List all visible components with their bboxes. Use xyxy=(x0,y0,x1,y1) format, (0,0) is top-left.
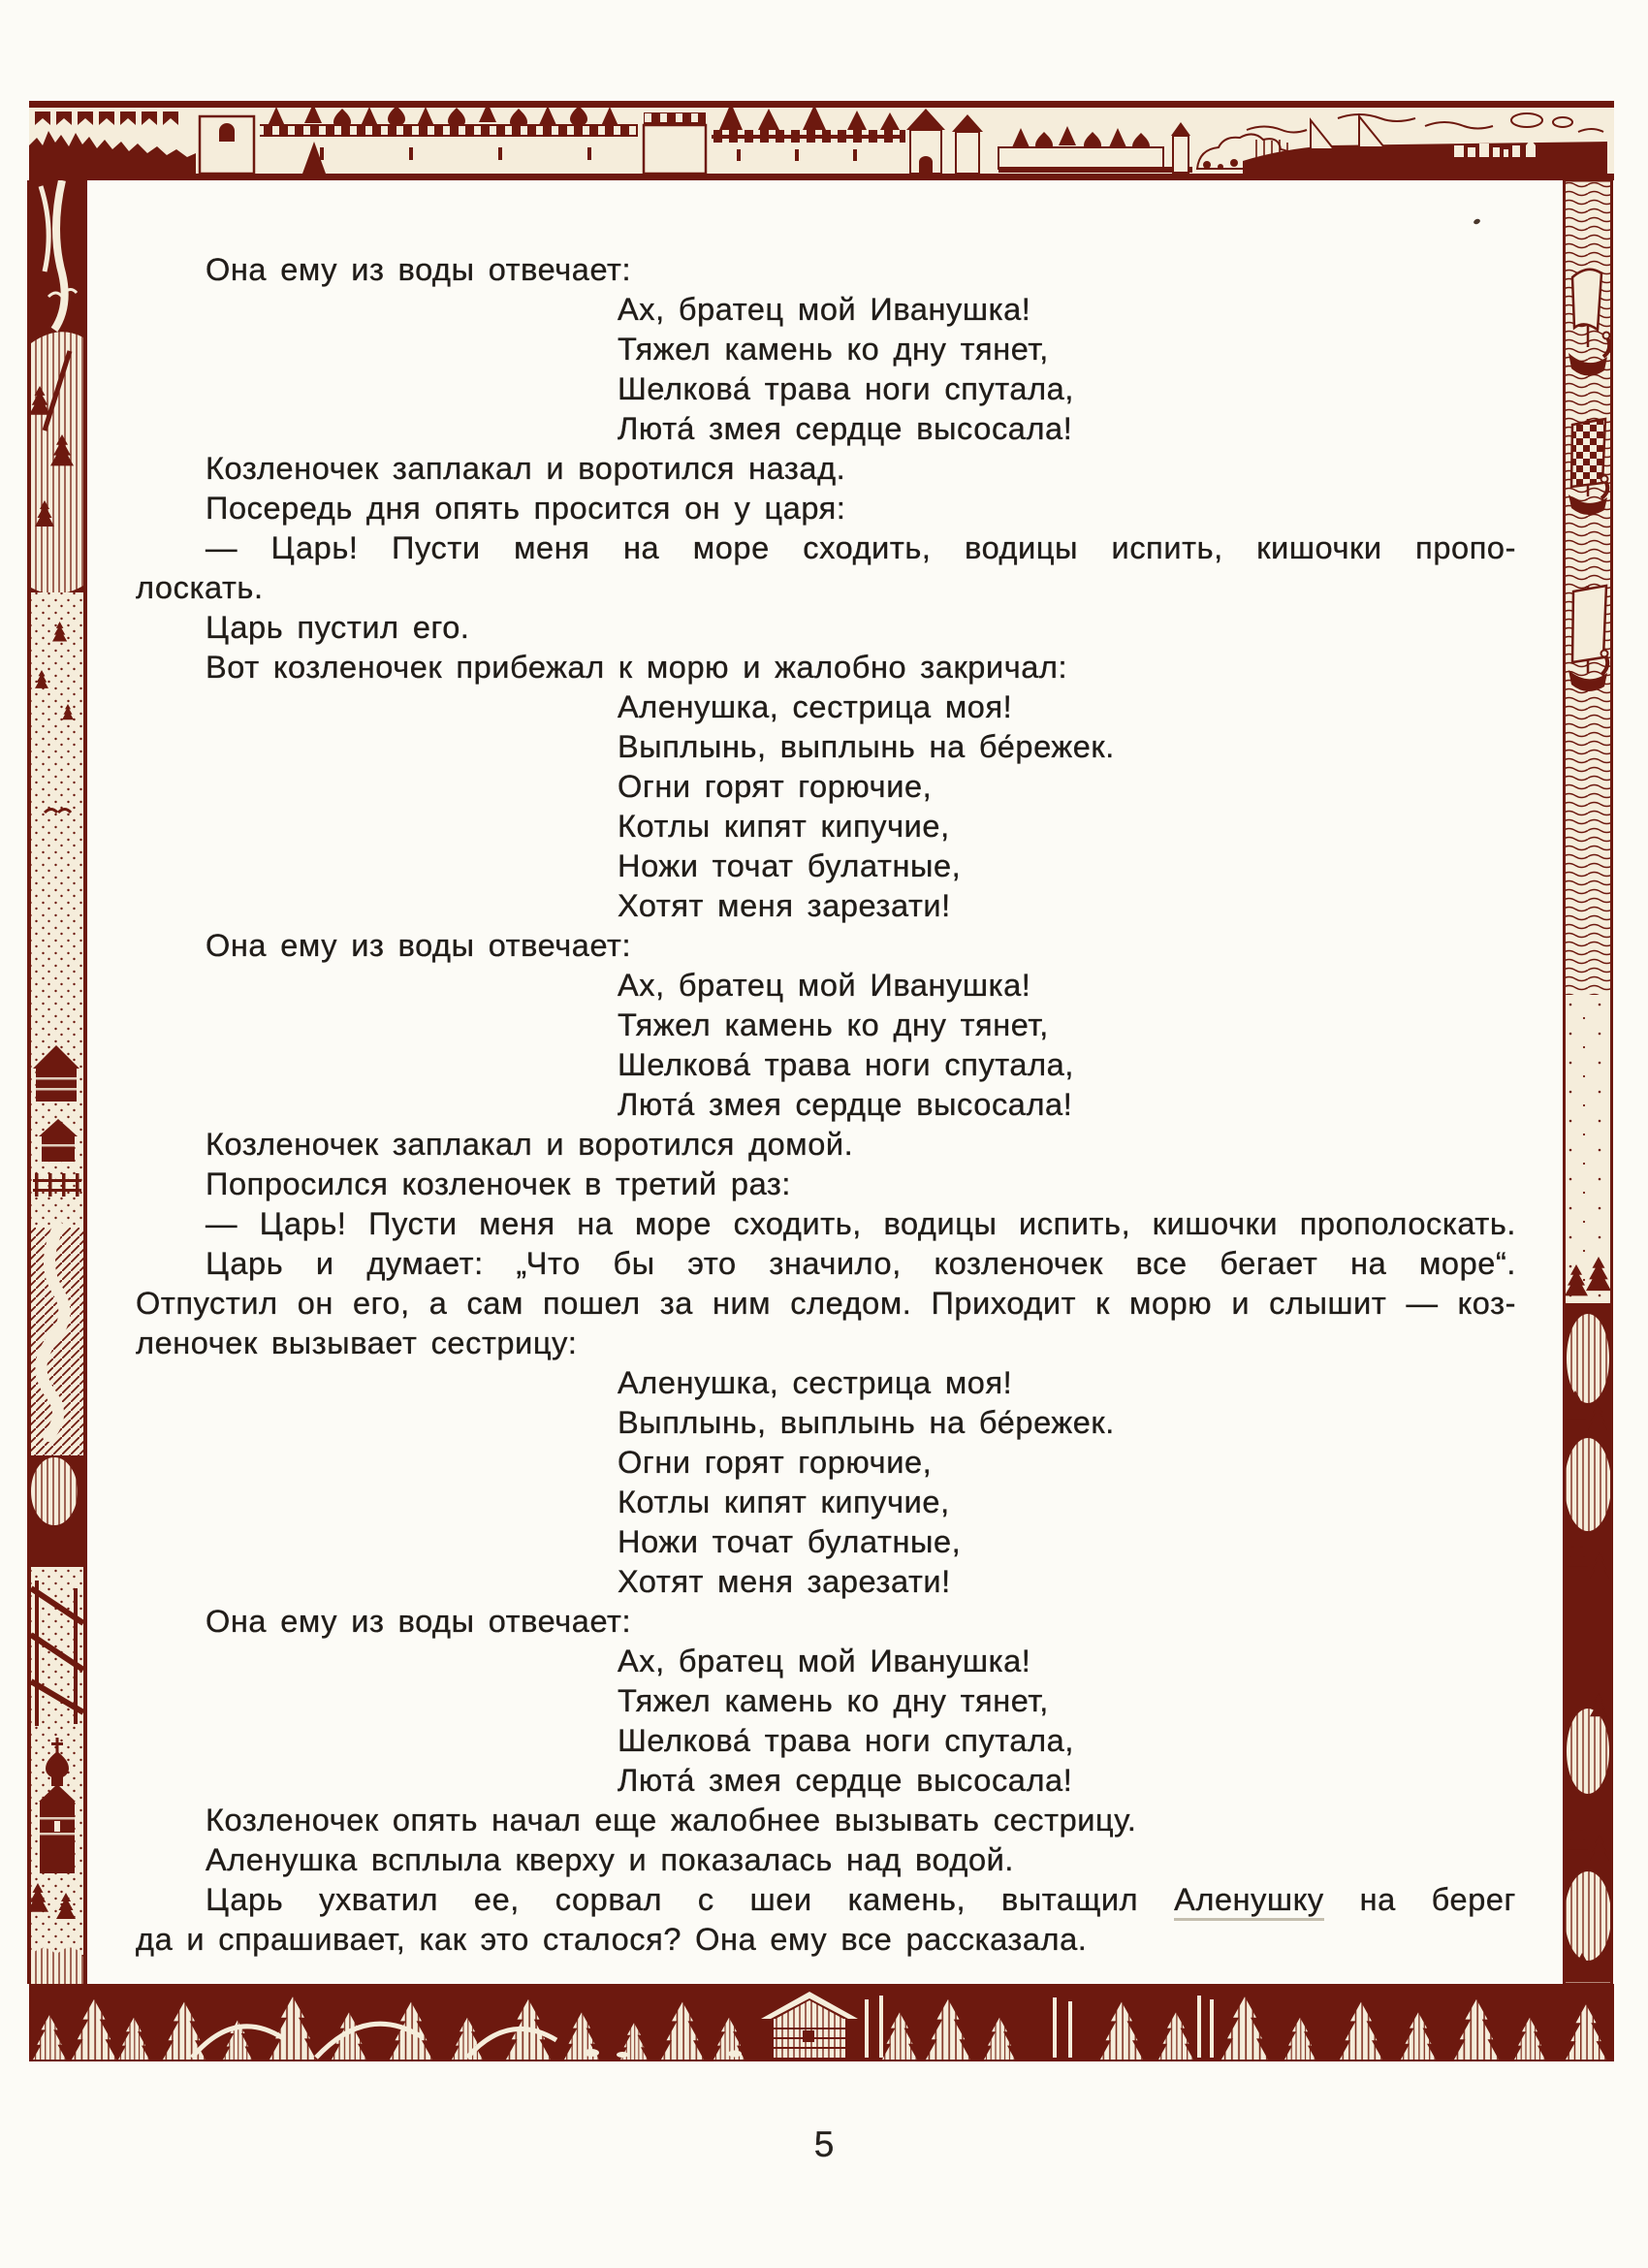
text-line: Царь пустил его. xyxy=(206,610,470,645)
pencil-underlined-word: Аленушку xyxy=(1174,1882,1324,1921)
border-left-illustration xyxy=(27,180,87,1984)
text-line: Вот козленочек прибежал к морю и жалобно закричал: xyxy=(206,650,1068,685)
text-line: Огни горят горючие, xyxy=(618,769,933,804)
text-line: Тяжел камень ко дну тянет, xyxy=(618,1007,1049,1042)
text-line: Козленочек опять начал еще жалобнее вызывать сестрицу. xyxy=(206,1803,1137,1837)
text-line: Ножи точат булатные, xyxy=(618,1524,962,1559)
border-top-illustration xyxy=(29,101,1614,180)
text-line: Шелкова́ трава ноги спутала, xyxy=(618,1723,1074,1758)
text-line: лоскать. xyxy=(136,570,264,605)
text-line: Ах, братец мой Иванушка! xyxy=(618,968,1031,1003)
text-line: Люта́ змея сердце высосала! xyxy=(618,1763,1073,1798)
text-line: Хотят меня зарезати! xyxy=(618,888,951,923)
border-bottom-illustration xyxy=(29,1984,1614,2061)
text-line: Тяжел камень ко дну тянет, xyxy=(618,332,1049,367)
text-line: Она ему из воды отвечает: xyxy=(206,1604,632,1639)
text-line: да и спрашивает, как это сталося? Она ему все рассказала. xyxy=(136,1922,1088,1957)
text-fragment: Царь ухватил ее, сорвал с шеи камень, вытащил xyxy=(206,1882,1175,1917)
text-line: Огни горят горючие, xyxy=(618,1445,933,1480)
ink-speck xyxy=(1473,218,1480,225)
text-line: Ножи точат булатные, xyxy=(618,848,962,883)
text-line: — Царь! Пусти меня на море сходить, водицы испить, кишочки пропо- xyxy=(206,530,1516,565)
text-line: Шелкова́ трава ноги спутала, xyxy=(618,371,1074,406)
text-line: Котлы кипят кипучие, xyxy=(618,1485,950,1519)
text-line: Люта́ змея сердце высосала! xyxy=(618,1087,1073,1122)
text-line: Хотят меня зарезати! xyxy=(618,1564,951,1599)
text-line: Козленочек заплакал и воротился назад. xyxy=(206,451,846,486)
text-line: Выплынь, выплынь на бе́режек. xyxy=(618,729,1115,764)
text-line: леночек вызывает сестрицу: xyxy=(136,1326,578,1360)
text-line: Ах, братец мой Иванушка! xyxy=(618,1644,1031,1678)
text-line: Козленочек заплакал и воротился домой. xyxy=(206,1127,854,1162)
text-line: — Царь! Пусти меня на море сходить, водицы испить, кишочки прополоскать. xyxy=(206,1206,1516,1241)
text-line: Котлы кипят кипучие, xyxy=(618,809,950,844)
text-line: Люта́ змея сердце высосала! xyxy=(618,411,1073,446)
page-number: 5 xyxy=(813,2124,835,2164)
text-line: Тяжел камень ко дну тянет, xyxy=(618,1683,1049,1718)
text-line: Посередь дня опять просится он у царя: xyxy=(206,491,846,526)
text-line: Она ему из воды отвечает: xyxy=(206,252,632,287)
text-line xyxy=(136,1880,1516,1920)
text-line: Царь и думает: „Что бы это значило, козленочек все бегает на море“. xyxy=(206,1246,1516,1281)
text-line: Ах, братец мой Иванушка! xyxy=(618,292,1031,327)
text-line: Отпустил он его, а сам пошел за ним следом. Приходит к морю и слышит — коз- xyxy=(136,1286,1516,1321)
text-line: Аленушка всплыла кверху и показалась над водой. xyxy=(206,1842,1015,1877)
text-content xyxy=(136,250,1516,1960)
text-line: Она ему из воды отвечает: xyxy=(206,928,632,963)
text-line: Попросился козленочек в третий раз: xyxy=(206,1166,792,1201)
border-right-illustration xyxy=(1563,180,1613,1984)
text-fragment: на берег xyxy=(1323,1882,1516,1917)
text-line: Шелкова́ трава ноги спутала, xyxy=(618,1047,1074,1082)
text-line: Выплынь, выплынь на бе́режек. xyxy=(618,1405,1115,1440)
text-line: Аленушка, сестрица моя! xyxy=(618,1365,1013,1400)
text-line: Аленушка, сестрица моя! xyxy=(618,689,1013,724)
